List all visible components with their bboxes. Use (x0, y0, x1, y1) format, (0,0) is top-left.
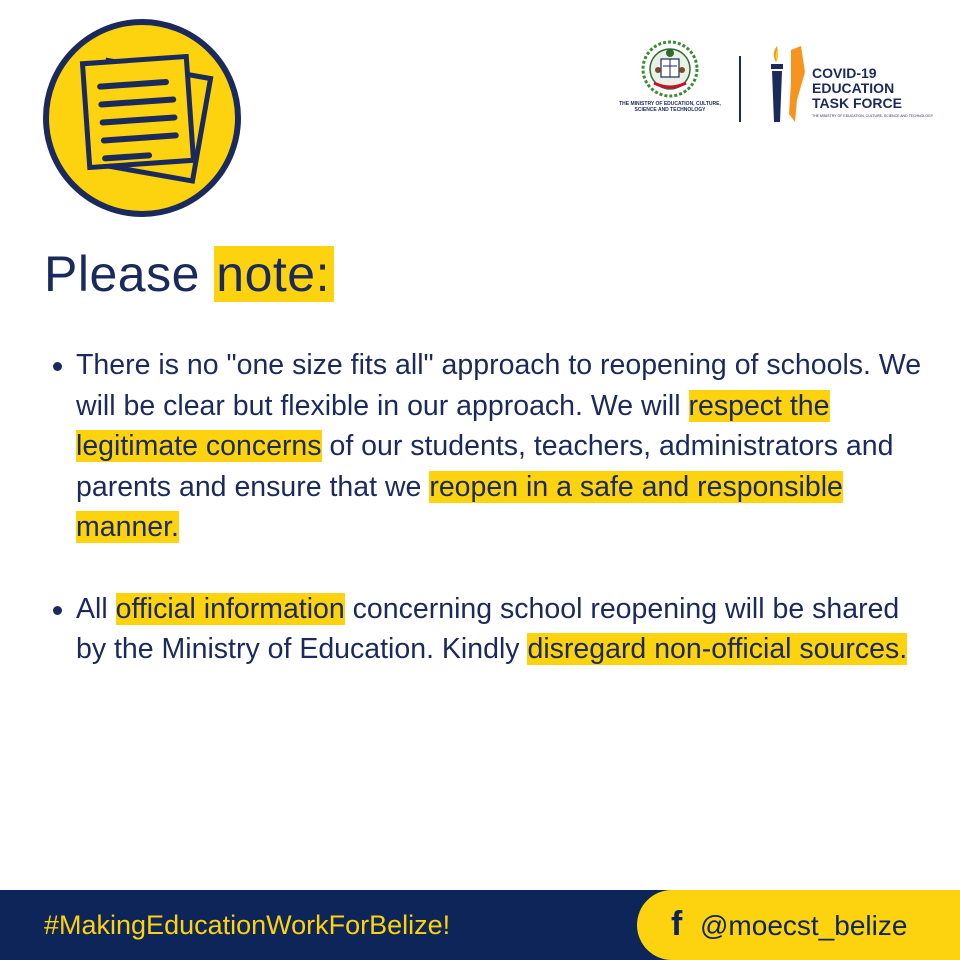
title-plain: Please (44, 246, 215, 302)
list-item (46, 345, 936, 548)
taskforce-title: COVID-19 EDUCATION TASK FORCE (812, 65, 902, 111)
header-logos (612, 40, 932, 132)
notes-badge (42, 18, 242, 218)
torch-icon (767, 42, 809, 128)
page-title (44, 246, 334, 302)
hashtag: #MakingEducationWorkForBelize! (44, 910, 451, 940)
facebook-icon: f (671, 905, 683, 943)
bullet-text: There is no "one size fits all" approach to reopening of schools. We will be clear but flexible in our approach. We will (76, 349, 922, 422)
bullet-dot (53, 606, 62, 615)
bullet-highlight: disregard non-official sources. (527, 633, 908, 665)
bullet-highlight: reopen in a safe and responsible manner. (76, 470, 843, 543)
title-highlight: note: (214, 246, 334, 302)
taskforce-subtitle: THE MINISTRY OF EDUCATION, CULTURE, SCIENCE AND TECHNOLOGY (812, 114, 934, 118)
belize-coat-of-arms-icon (640, 40, 700, 98)
facebook-handle[interactable]: @moecst_belize (700, 910, 908, 941)
social-handle-pill[interactable] (637, 890, 960, 960)
bullet-dot (53, 362, 62, 371)
logo-divider (739, 56, 741, 122)
bullet-text: concerning school reopening will be shared by the Ministry of Education. Kindly (76, 592, 900, 665)
bullet-text: All (76, 592, 116, 625)
sticky-notes-icon (42, 18, 242, 218)
bullet-highlight: official information (115, 592, 345, 625)
ministry-logo (612, 40, 728, 113)
ministry-caption: THE MINISTRY OF EDUCATION, CULTURE, SCIENCE AND TECHNOLOGY (619, 101, 721, 113)
bullet-highlight: respect the legitimate concerns (76, 389, 830, 462)
bullet-text: of our students, teachers, administrators and parents and ensure that we (76, 430, 894, 503)
notes-list (46, 345, 936, 670)
list-item (46, 589, 936, 670)
taskforce-logo (767, 42, 932, 128)
footer-bar (0, 890, 960, 960)
